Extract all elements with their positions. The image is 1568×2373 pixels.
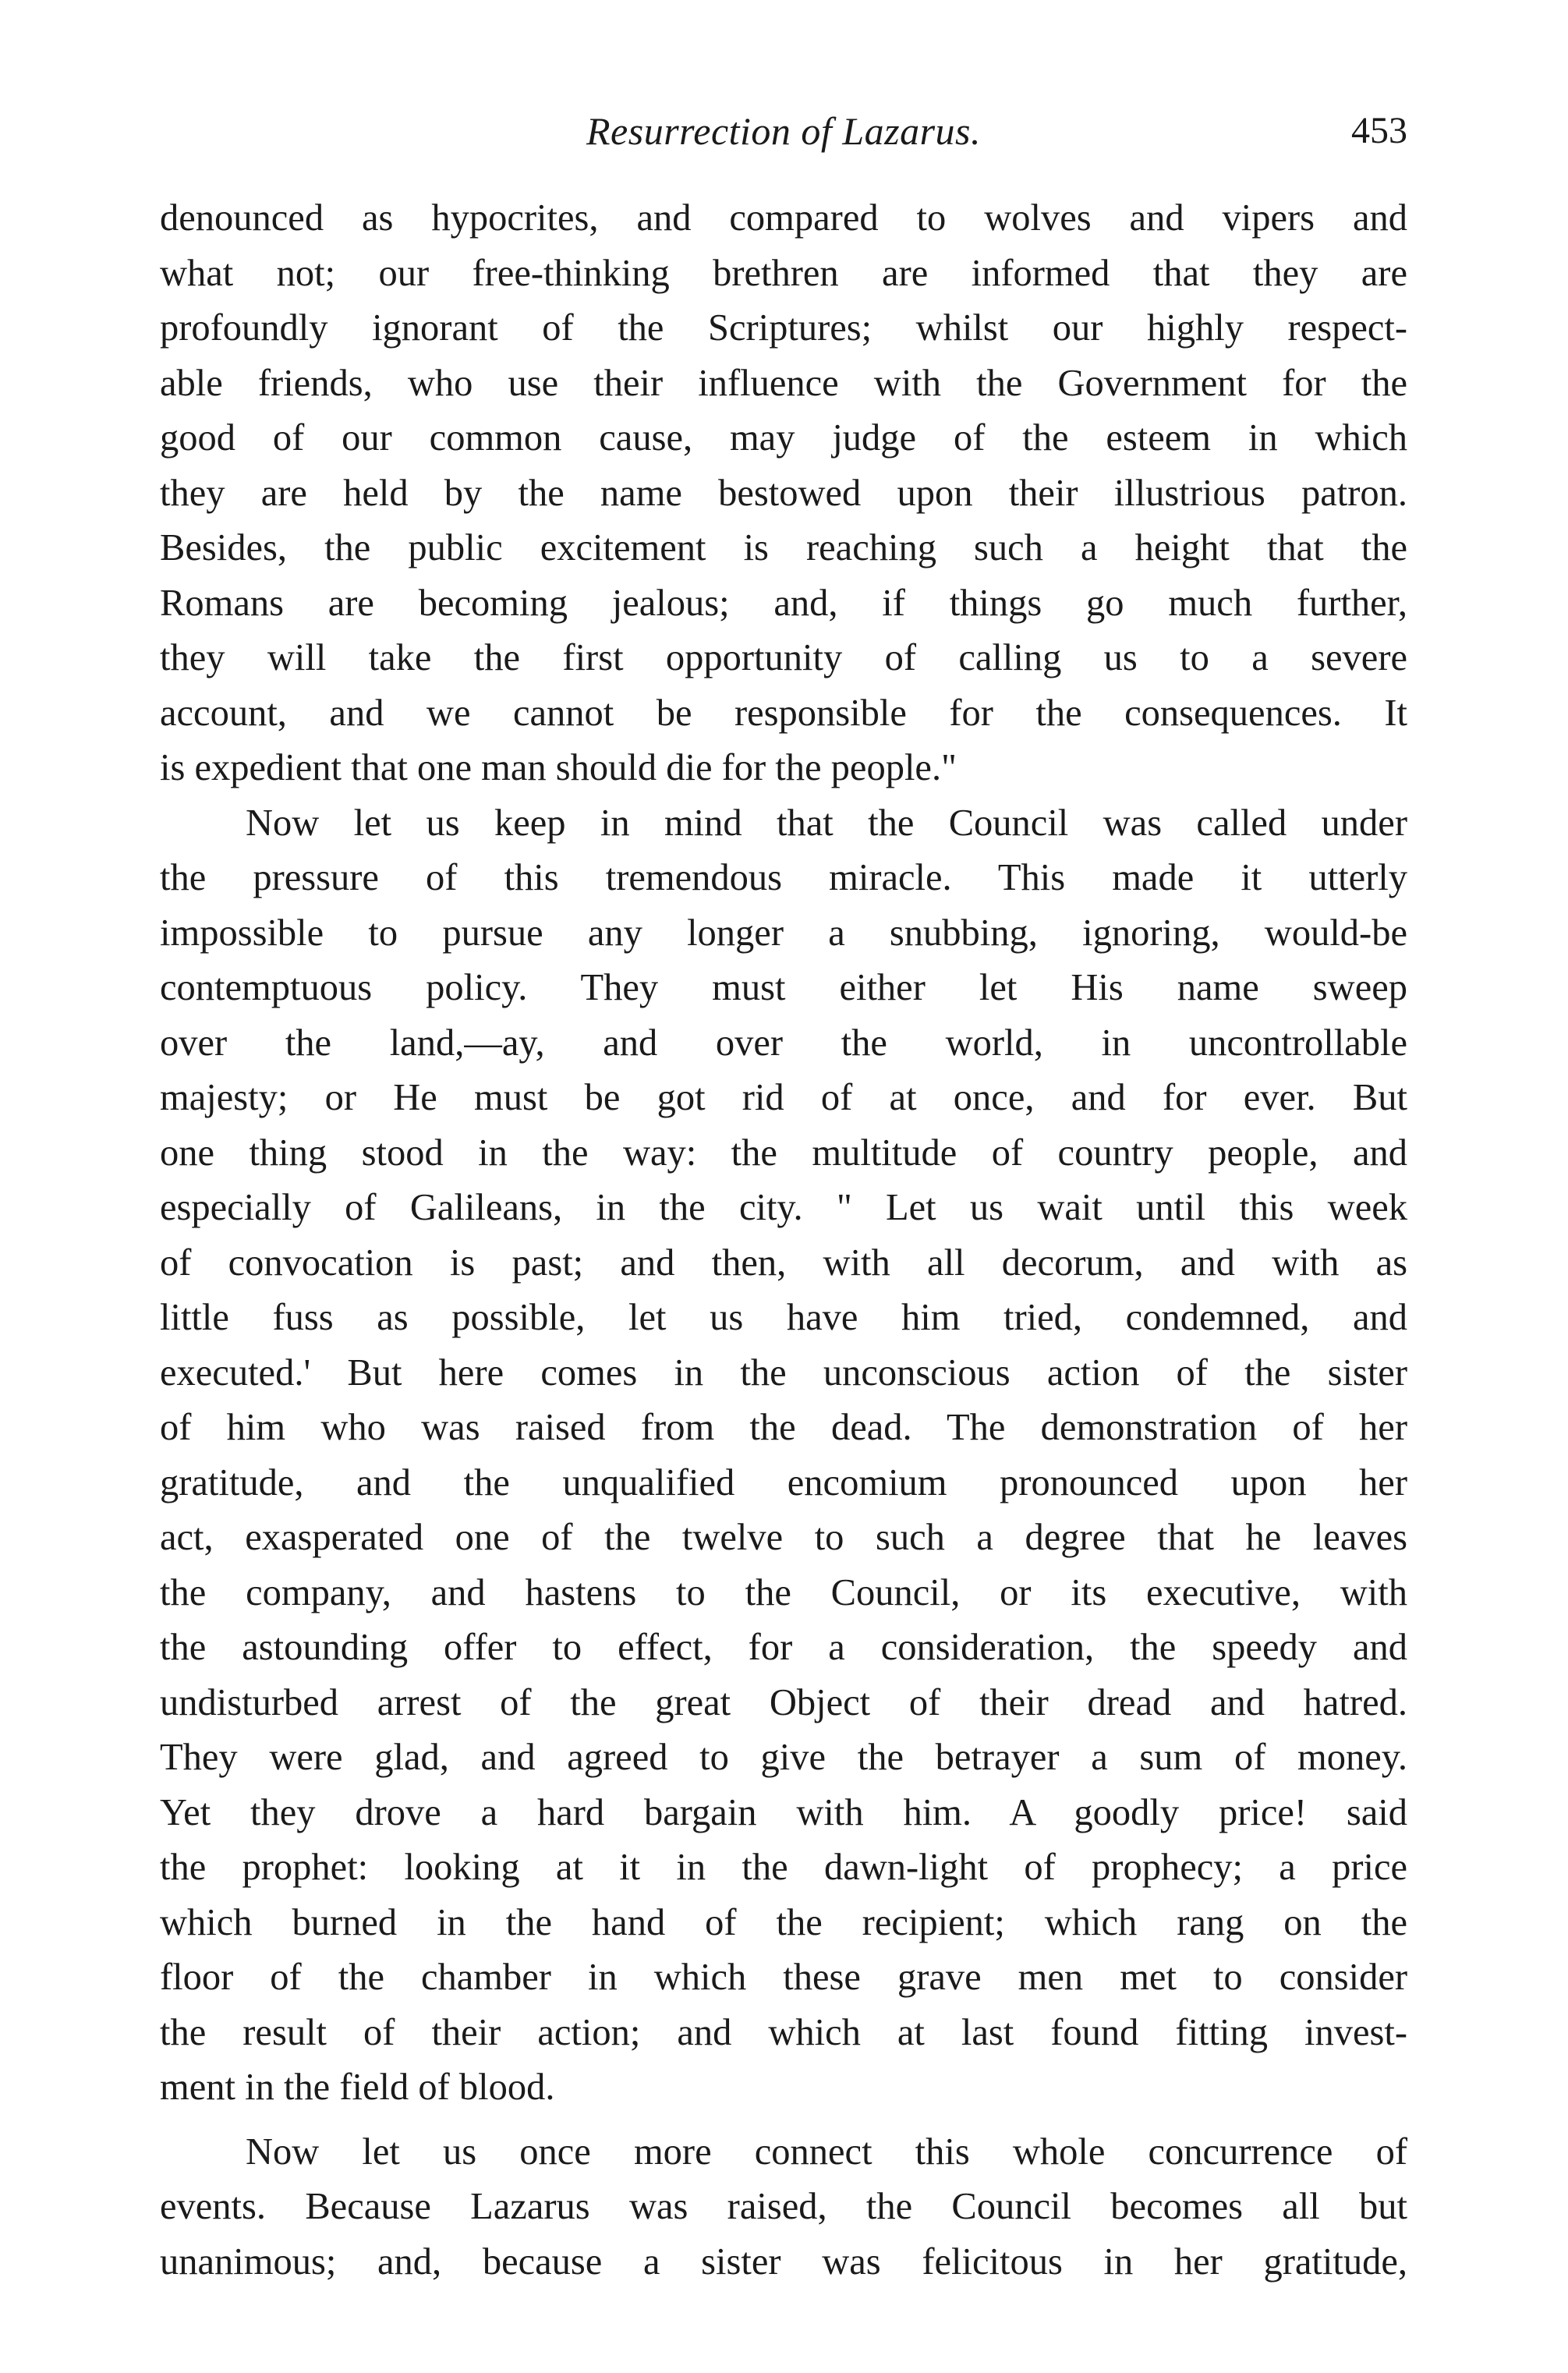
text-line: which burned in the hand of the recipient; which rang on the [160,1901,1407,1943]
text-line: events. Because Lazarus was raised, the Council becomes all but [160,2186,1407,2227]
text-line: They were glad, and agreed to give the betrayer a sum of money. [160,1737,1407,1778]
text-line: profoundly ignorant of the Scriptures; whilst our highly respect- [160,307,1407,349]
text-line: Romans are becoming jealous; and, if things go much further, [160,582,1407,624]
text-line: Yet they drove a hard bargain with him. A goodly price! said [160,1791,1407,1833]
text-line: Besides, the public excitement is reaching such a height that the [160,527,1407,568]
text-line: contemptuous policy. They must either let His name sweep [160,967,1407,1008]
paragraph-gap [160,2116,1407,2125]
text-line: majesty; or He must be got rid of at once, and for ever. But [160,1077,1407,1118]
text-line: good of our common cause, may judge of the esteem in which [160,417,1407,459]
text-line: ment in the field of blood. [160,2067,555,2108]
running-head [160,100,1407,162]
text-line: Now let us once more connect this whole concurrence of [246,2130,1407,2173]
paragraph [160,796,1407,2116]
text-line: little fuss as possible, let us have him tried, condemned, and [160,1297,1407,1338]
page-number: 453 [1351,110,1407,151]
text-line: of him who was raised from the dead. The demonstration of her [160,1407,1407,1448]
text-line: undisturbed arrest of the great Object of their dread and hatred. [160,1681,1407,1723]
text-line: denounced as hypocrites, and compared to wolves and vipers and [160,197,1407,239]
text-line: floor of the chamber in which these grave men met to consider [160,1957,1407,1998]
text-line: impossible to pursue any longer a snubbing, ignoring, would-be [160,912,1407,954]
text-line: of convocation is past; and then, with all decorum, and with as [160,1241,1407,1284]
text-line: unanimous; and, because a sister was felicitous in her gratitude, [160,2240,1407,2283]
text-line: the result of their action; and which at last found fitting invest- [160,2011,1407,2053]
text-line: the pressure of this tremendous miracle. This made it utterly [160,857,1407,898]
running-title: Resurrection of Lazarus. [586,109,981,153]
text-line: the astounding offer to effect, for a consideration, the speedy and [160,1627,1407,1668]
text-line: they will take the first opportunity of calling us to a severe [160,637,1407,678]
text-line: one thing stood in the way: the multitude of country people, and [160,1132,1407,1174]
text-line: Now let us keep in mind that the Council was called under [246,802,1407,844]
text-line: executed.' But here comes in the unconscious action of the sister [160,1351,1407,1394]
text-line: what not; our free-thinking brethren are informed that they are [160,252,1407,294]
text-line: over the land,—ay, and over the world, in uncontrollable [160,1022,1407,1064]
text-line: able friends, who use their influence with the Government for the [160,362,1407,404]
text-line: especially of Galileans, in the city. " Let us wait until this week [160,1187,1407,1228]
body-text [160,191,1407,2290]
text-line: is expedient that one man should die for the people." [160,747,957,788]
text-line: gratitude, and the unqualified encomium pronounced upon her [160,1461,1407,1503]
paragraph [160,2125,1407,2290]
paragraph [160,191,1407,796]
text-line: the prophet: looking at it in the dawn-light of prophecy; a price [160,1847,1407,1888]
text-line: they are held by the name bestowed upon their illustrious patron. [160,472,1407,514]
text-line: act, exasperated one of the twelve to such a degree that he leaves [160,1517,1407,1558]
text-line: the company, and hastens to the Council, or its executive, with [160,1571,1407,1613]
text-line: account, and we cannot be responsible for the consequences. It [160,692,1407,734]
